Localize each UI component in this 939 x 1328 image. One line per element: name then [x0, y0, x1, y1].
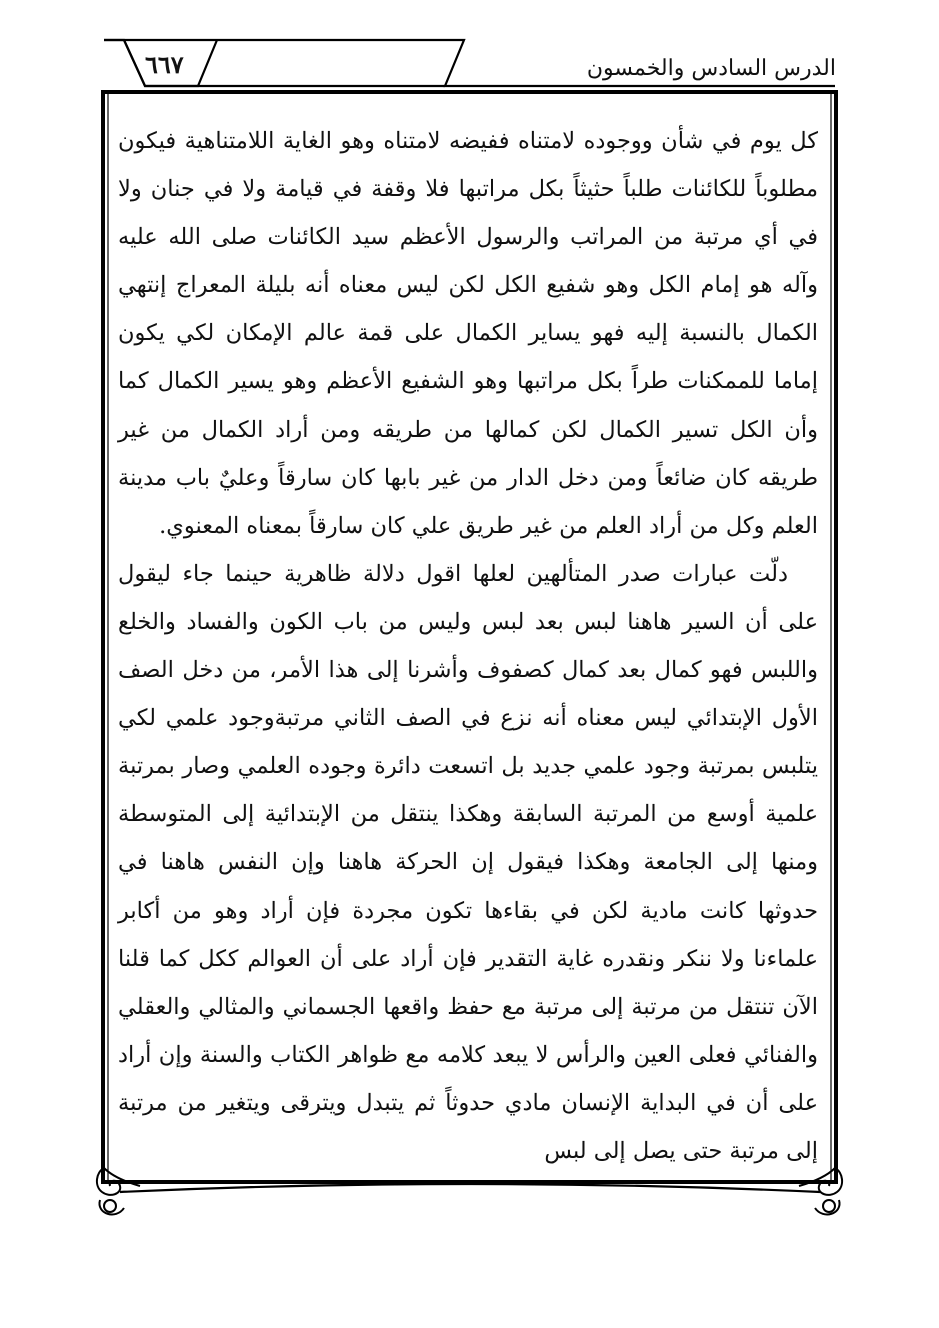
- page-number: ٦٦٧: [145, 50, 184, 79]
- running-header-title: الدرس السادس والخمسون: [586, 56, 836, 81]
- bottom-ornament-line: [120, 1184, 820, 1192]
- paragraph: دلّت عبارات صدر المتألهين لعلها اقول دلالة ظاهرية حينما جاء ليقول على أن السير هاهنا لبس بعد لبس وليس من باب الكون والفساد والخلع واللبس فهو كمال بعد كمال كصفوف وأشرنا إلى هذا الأمر، من دخل الصف الأول الإبتدائي ليس معناه أنه نزع في الصف الثاني مرتبةوجود علمي لكي يتلبس بمرتبة وجود علمي جديد بل اتسعت دائرة وجوده العلمي وصار بمرتبة علمية أوسع من المرتبة السابقة وهكذا ينتقل من الإبتدائية إلى المتوسطة ومنها إلى الجامعة وهكذا فيقول إن الحركة هاهنا وإن النفس هاهنا في حدوثها كانت مادية لكن في بقاءها تكون مجردة فإن أراد وهو من أكابر علماءنا ولا ننكر ونقدره غاية التقدير فإن أراد على أن العوالم ككل كما قلنا الآن تنتقل من مرتبة إلى مرتبة مع حفظ واقعها الجسماني والمثالي والعقلي والفنائي فعلى العين والرأس لا يبعد كلامه مع ظواهر الكتاب والسنة وإن أراد على أن في البداية الإنسان مادي حدوثاً ثم يتبدل ويترقى ويتغير من مرتبة إلى مرتبة حتى يصل إلى لبس: [118, 560, 818, 1164]
- body-text: [118, 117, 818, 1175]
- paragraph: كل يوم في شأن ووجوده لامتناه ففيضه لامتناه وهو الغاية اللامتناهية فيكون مطلوباً للكائنات طلباً حثيثاً بكل مراتبها فلا وقفة في قيامة ولا في جنان ولا في أي مرتبة من المراتب والرسول الأعظم سيد الكائنات صلى الله عليه وآله هو إمام الكل وهو شفيع الكل لكن ليس معناه أنه بليلة المعراج إنتهي الكمال بالنسبة إليه فهو يساير الكمال على قمة عالم الإمكان لكي يكون إماما للممكنات طراً بكل مراتبها وهو الشفيع الأعظم وهو يسير الكمال كما وأن الكل تسير الكمال لكن كمالها من طريقه ومن أراد الكمال من غير طريقه كان ضائعاً ومن دخل الدار من غير بابها كان سارقاً وعليٌ باب مدينة العلم وكل من أراد العلم من غير طريق علي كان سارقاً بمعناه المعنوي.: [118, 128, 818, 539]
